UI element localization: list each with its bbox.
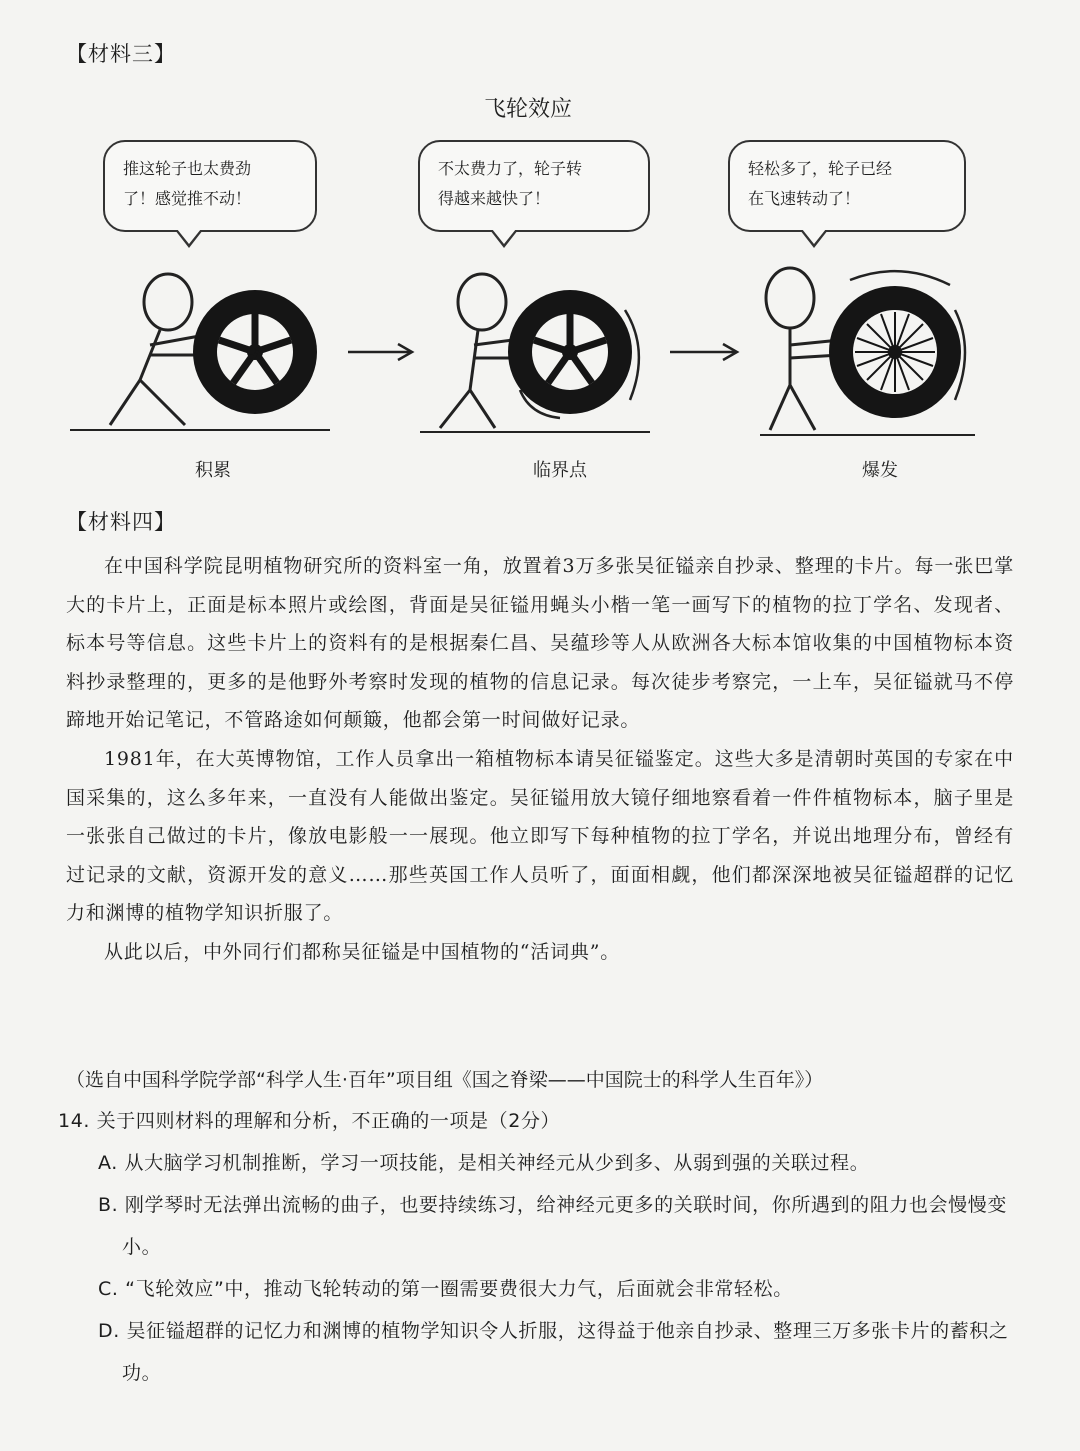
stage-3-wheel <box>829 286 961 418</box>
flywheel-illustration <box>0 240 1080 450</box>
material-4-body <box>66 547 1014 972</box>
paragraph-3: 从此以后，中外同行们都称吴征镒是中国植物的“活词典”。 <box>104 940 621 963</box>
stage-label-accumulate: 积累 <box>195 460 231 481</box>
bubble-1-line-2: 了！感觉推不动！ <box>123 189 252 208</box>
options-list <box>98 1142 1018 1394</box>
bubble-3-line-2: 在飞速转动了！ <box>748 189 861 208</box>
stage-2-wheel <box>508 290 632 414</box>
question-stem: 14. 关于四则材料的理解和分析，不正确的一项是（2分） <box>58 1110 561 1132</box>
material-3-header: 【材料三】 <box>66 42 176 66</box>
speech-bubble-2 <box>418 140 650 232</box>
paragraph-2: 1981年，在大英博物馆，工作人员拿出一箱植物标本请吴征镒鉴定。这些大多是清朝时英国的专家在中国采集的，这么多年来，一直没有人能做出鉴定。吴征镒用放大镜仔细地察看着一件件植物标本，脑子里是一张张自己做过的卡片，像放电影般一一展现。他立即写下每种植物的拉丁学名，并说出地理分布，曾经有过记录的文献，资源开发的意义……那些英国工作人员听了，面面相觑，他们都深深地被吴征镒超群的记忆力和渊博的植物学知识折服了。 <box>66 747 1014 925</box>
bubble-2-line-2: 得越来越快了！ <box>438 189 551 208</box>
option-d[interactable]: D. 吴征镒超群的记忆力和渊博的植物学知识令人折服，这得益于他亲自抄录、整理三万多张卡片的蓄积之功。 <box>98 1320 1009 1384</box>
speech-bubble-3 <box>728 140 966 232</box>
source-citation: （选自中国科学院学部“科学人生·百年”项目组《国之脊梁——中国院士的科学人生百年》） <box>66 1069 824 1091</box>
bubble-3-line-1: 轻松多了，轮子已经 <box>748 159 893 178</box>
bubble-1-line-1: 推这轮子也太费劲 <box>123 159 252 178</box>
option-b[interactable]: B. 刚学琴时无法弹出流畅的曲子，也要持续练习，给神经元更多的关联时间，你所遇到的阻力也会慢慢变小。 <box>98 1194 1007 1258</box>
option-c[interactable]: C. “飞轮效应”中，推动飞轮转动的第一圈需要费很大力气，后面就会非常轻松。 <box>98 1278 793 1300</box>
figure-title: 飞轮效应 <box>484 97 573 122</box>
paragraph-1: 在中国科学院昆明植物研究所的资料室一角，放置着3万多张吴征镒亲自抄录、整理的卡片。每一张巴掌大的卡片上，正面是标本照片或绘图，背面是吴征镒用蝇头小楷一笔一画写下的植物的拉丁学名、发现者、标本号等信息。这些卡片上的资料有的是根据秦仁昌、吴蕴珍等人从欧洲各大标本馆收集的中国植物标本资料抄录整理的，更多的是他野外考察时发现的植物的信息记录。每次徒步考察完，一上车，吴征镒就马不停蹄地开始记笔记，不管路途如何颠簸，他都会第一时间做好记录。 <box>66 555 1014 732</box>
bubble-2-line-1: 不太费力了，轮子转 <box>438 159 583 178</box>
stage-label-breakthrough: 爆发 <box>862 460 898 481</box>
stage-label-tipping-point: 临界点 <box>533 460 587 481</box>
speech-bubble-1 <box>103 140 317 232</box>
material-4-header: 【材料四】 <box>66 510 176 534</box>
option-a[interactable]: A. 从大脑学习机制推断，学习一项技能，是相关神经元从少到多、从弱到强的关联过程。 <box>98 1152 870 1174</box>
stage-1-wheel <box>193 290 317 414</box>
